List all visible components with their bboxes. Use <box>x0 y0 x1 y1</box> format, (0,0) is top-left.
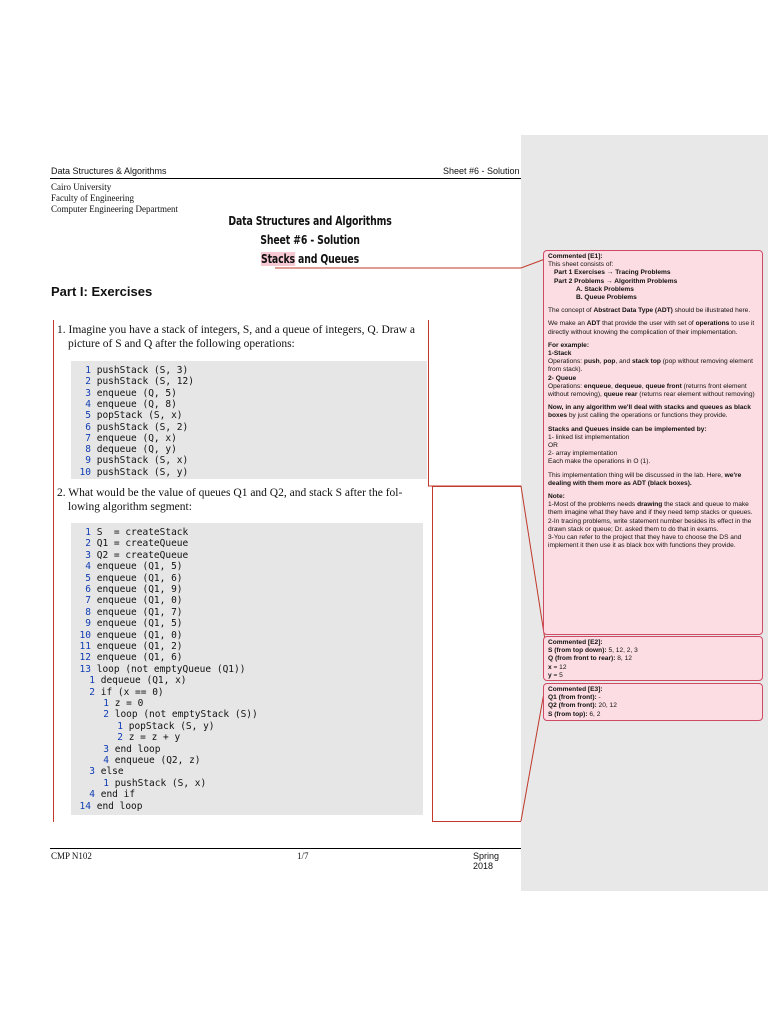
q2-code-line-number: 1 <box>103 777 109 789</box>
comment-e3-s: S (from top): 6, 2 <box>548 710 601 718</box>
comment-e1-title: Commented [E1]: <box>548 253 603 260</box>
q2-code-line-number: 6 <box>85 584 91 595</box>
q2-code-line-text: if (x == 0) <box>100 686 164 698</box>
question-2-line-2: lowing algorithm segment: <box>68 501 192 513</box>
title-highlight-stacks: Stacks <box>261 252 295 266</box>
footer-page-number: 1/7 <box>297 851 309 861</box>
comment-e1-stack-heading: 1-Stack <box>548 350 572 358</box>
q2-code-line-number: 7 <box>85 595 91 607</box>
comment-e1-impl-heading: Stacks and Queues inside can be implemented by: <box>548 425 707 433</box>
part-heading: Part I: Exercises <box>51 284 153 299</box>
q2-code-line-text: popStack (S, y) <box>128 720 215 732</box>
title-line-3-rest: and Queues <box>294 252 359 266</box>
connector-e1 <box>275 259 545 268</box>
q1-code-line-number: 2 <box>85 376 91 388</box>
q1-code-line-text: pushStack (S, 12) <box>96 376 194 388</box>
q2-code-line-text: enqueue (Q1, 2) <box>96 641 183 652</box>
header-right: Sheet #6 - Solution <box>443 166 520 176</box>
q2-code-line-text: z = z + y <box>128 732 181 744</box>
comment-e1-lab: This implementation thing will be discussed in the lab. Here, we're dealing with them more as ADT (black boxes). <box>548 471 742 487</box>
comment-e2-y: y = 5 <box>548 671 563 679</box>
q1-code-line-number: 4 <box>85 398 91 410</box>
q2-code-line-number: 3 <box>85 549 91 561</box>
q1-code-line-number: 6 <box>85 421 91 433</box>
university-name: Cairo University <box>51 182 112 192</box>
q2-code-line-number: 1 <box>85 527 91 538</box>
q1-code-line-number: 8 <box>85 444 91 456</box>
q1-code-line-number: 10 <box>79 466 91 478</box>
q2-code-line-number: 12 <box>79 652 91 664</box>
q2-code-line-text: enqueue (Q1, 5) <box>96 618 183 630</box>
q2-code-line-text: dequeue (Q1, x) <box>100 675 187 687</box>
q2-code-line-text: else <box>100 766 124 778</box>
q2-code-line-text: loop (not emptyQueue (Q1)) <box>96 663 246 675</box>
q2-code-line-number: 9 <box>85 618 91 630</box>
comment-e1-part2a: A. Stack Problems <box>576 285 634 293</box>
q1-code-line-text: enqueue (Q, x) <box>96 432 177 444</box>
q2-code-line-text: enqueue (Q1, 6) <box>96 572 183 584</box>
comment-e1-adt: The concept of Abstract Data Type (ADT) should be illustrated here. <box>548 307 751 315</box>
q2-code-line-number: 10 <box>79 629 91 641</box>
q2-code-line-text: enqueue (Q1, 0) <box>96 629 183 641</box>
q2-code-line-number: 4 <box>89 789 95 801</box>
q1-code-line-text: pushStack (S, 3) <box>96 365 189 376</box>
q1-code-line-text: enqueue (Q, 8) <box>96 398 177 410</box>
comment-e1-note1: 1-Most of the problems needs drawing the stack and queue to make them imagine what they have and if they need temp stacks or queues. <box>548 501 753 517</box>
comment-e1[interactable] <box>543 250 763 635</box>
comment-e2-q: Q (from front to rear): 8, 12 <box>548 655 632 663</box>
q2-code-line-number: 5 <box>85 572 91 584</box>
footer-right: Spring 2018 <box>473 851 500 871</box>
comment-e1-impl-or: OR <box>548 442 558 450</box>
q2-code-line-number: 1 <box>117 720 123 732</box>
q2-code-line-number: 8 <box>85 606 91 618</box>
q2-code-line-text: S = createStack <box>96 527 189 538</box>
q1-code-line-number: 5 <box>85 410 91 422</box>
comment-e1-part2: Part 2 Problems → Algorithm Problems <box>554 277 678 285</box>
q2-code-line-number: 14 <box>79 800 91 812</box>
comment-e2-s: S (from top down): 5, 12, 2, 3 <box>548 647 638 655</box>
comment-e1-black-boxes: Now, in any algorithm we'll deal with stacks and queues as black boxes by just calling the operations or functions they provide. <box>548 404 751 420</box>
q2-code-line-text: Q2 = createQueue <box>96 549 189 561</box>
q1-code-line-text: popStack (S, x) <box>96 410 183 422</box>
q1-code-line-text: pushStack (S, y) <box>96 466 189 478</box>
comment-e3-q2: Q2 (from front): 20, 12 <box>548 702 617 710</box>
comment-e1-impl2: 2- array implementation <box>548 450 618 458</box>
connector-e2 <box>428 486 545 640</box>
comment-e1-queue-ops: Operations: enqueue, dequeue, queue front (returns front element without removing), queue rear (returns rear element without removing) <box>548 382 755 399</box>
q2-code-line-text: end loop <box>114 743 161 755</box>
q1-code-line-number: 1 <box>85 365 91 376</box>
q2-code-line-number: 13 <box>79 663 91 675</box>
question-1-line-1: 1. Imagine you have a stack of integers, S, and a queue of integers, Q. Draw a <box>57 324 415 336</box>
footer-left: CMP N102 <box>51 851 92 861</box>
comment-e1-note3: 3-You can refer to the project that they have to choose the DS and implement it then use it as black box with functions they provide. <box>548 534 742 550</box>
q2-code-line-number: 3 <box>89 766 95 778</box>
q1-code-line-number: 3 <box>85 387 91 399</box>
comment-e1-note-heading: Note: <box>548 493 565 501</box>
q2-code-line-text: enqueue (Q1, 9) <box>96 584 183 595</box>
comment-e2-title: Commented [E2]: <box>548 639 603 646</box>
q2-code-line-number: 3 <box>103 743 109 755</box>
q2-code-line-text: loop (not emptyStack (S)) <box>114 709 258 721</box>
department-name: Computer Engineering Department <box>51 204 178 214</box>
q2-code-line-number: 2 <box>117 732 123 744</box>
q2-code-line-number: 2 <box>85 538 91 550</box>
q2-code-line-number: 1 <box>89 675 95 687</box>
comment-e1-part2b: B. Queue Problems <box>576 294 637 302</box>
q2-code-line-number: 4 <box>85 561 91 573</box>
q2-code-line-number: 4 <box>103 755 109 766</box>
comment-e1-impl3: Each make the operations in O (1). <box>548 458 651 466</box>
comment-e1-queue-heading: 2- Queue <box>548 374 577 382</box>
comment-e1-stack-ops: Operations: push, pop, and stack top (pop without removing element from stack). <box>548 358 753 374</box>
question-2-line-1: 2. What would be the value of queues Q1 and Q2, and stack S after the fol- <box>57 487 403 499</box>
comment-e1-part1: Part 1 Exercises → Tracing Problems <box>554 269 671 277</box>
q1-code-line-text: pushStack (S, x) <box>96 455 189 467</box>
q1-code-line-number: 9 <box>85 455 91 467</box>
header-left: Data Structures & Algorithms <box>51 166 167 176</box>
comment-e3-title: Commented [E3]: <box>548 686 603 693</box>
q2-code-line-text: end loop <box>96 800 143 812</box>
q1-code-line-number: 7 <box>85 432 91 444</box>
connector-e3 <box>521 687 545 821</box>
q2-code-line-text: end if <box>100 789 136 801</box>
q2-code-line-number: 2 <box>103 709 109 721</box>
comment-e1-intro: This sheet consists of: <box>548 261 614 269</box>
q2-code-line-text: enqueue (Q2, z) <box>114 755 201 766</box>
comment-e1-impl1: 1- linked list implementation <box>548 433 630 441</box>
q1-code-line-text: dequeue (Q, y) <box>96 444 177 456</box>
q2-code-line-number: 1 <box>103 698 109 709</box>
q2-code-line-text: enqueue (Q1, 7) <box>96 606 183 618</box>
q1-code-line-text: enqueue (Q, 5) <box>96 387 177 399</box>
title-line-1: Data Structures and Algorithms <box>228 214 392 228</box>
q2-code-line-text: enqueue (Q1, 5) <box>96 561 183 573</box>
comment-e1-example: For example: <box>548 341 590 349</box>
faculty-name: Faculty of Engineering <box>51 193 134 203</box>
q2-code-line-number: 2 <box>89 686 95 698</box>
q2-code-line-text: pushStack (S, x) <box>114 777 207 789</box>
q2-code-line-text: enqueue (Q1, 0) <box>96 595 183 607</box>
comment-e2[interactable] <box>543 636 763 681</box>
q2-code-line-text: enqueue (Q1, 6) <box>96 652 183 664</box>
comment-e1-make: We make an ADT that provide the user with set of operations to use it directly without knowing the complication of their implementation. <box>548 320 755 336</box>
comment-e2-x: x = 12 <box>548 663 567 671</box>
q2-code-line-number: 11 <box>79 641 91 652</box>
q2-code-line-text: z = 0 <box>114 698 144 709</box>
comment-e3[interactable] <box>543 683 763 721</box>
comment-e1-note2: 2-In tracing problems, write statement number besides its effect in the drawn stack or queue; Dr. asked them to do that in exams. <box>548 517 752 533</box>
comment-e3-q1: Q1 (from front): - <box>548 694 601 702</box>
q2-code-line-text: Q1 = createQueue <box>96 538 189 550</box>
title-line-2: Sheet #6 - Solution <box>260 233 360 247</box>
q1-code-line-text: pushStack (S, 2) <box>96 421 189 433</box>
question-1-line-2: picture of S and Q after the following operations: <box>68 338 295 350</box>
